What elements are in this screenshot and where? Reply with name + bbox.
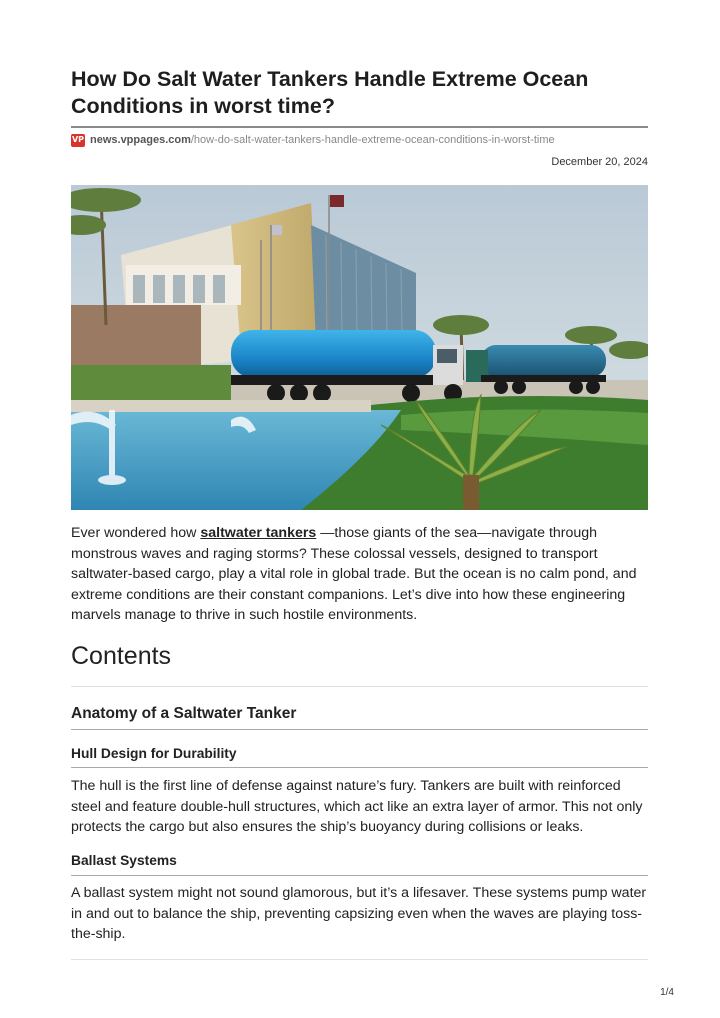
- page-number: 1/4: [660, 987, 674, 998]
- subheading-divider: [71, 875, 648, 876]
- site-logo-icon: VP: [71, 134, 85, 147]
- hull-design-paragraph: The hull is the first line of defense against nature’s fury. Tankers are built with reinforced steel and feature double-hull structures, which act like an extra layer of armor. This not only protects the cargo but also ensures the ship’s buoyancy during collisions or leaks.: [71, 778, 643, 836]
- intro-text-start: Ever wondered how: [71, 525, 201, 541]
- source-line[interactable]: [71, 133, 555, 147]
- footer-divider: [71, 959, 648, 960]
- source-path[interactable]: /how-do-salt-water-tankers-handle-extreme-ocean-conditions-in-worst-time: [190, 134, 555, 146]
- publish-date: December 20, 2024: [551, 156, 648, 168]
- article-title: How Do Salt Water Tankers Handle Extreme Ocean Conditions in worst time?: [71, 67, 589, 118]
- saltwater-tankers-link[interactable]: saltwater tankers: [200, 525, 317, 541]
- contents-divider: [71, 686, 648, 687]
- section-divider: [71, 729, 648, 730]
- title-divider: [71, 126, 648, 128]
- tanker-photo-icon: [71, 185, 648, 510]
- intro-paragraph: [71, 523, 648, 626]
- contents-heading: Contents: [71, 642, 172, 670]
- intro-text-end: —those giants of the sea—navigate through monstrous waves and raging storms? These colossal vessels, designed to transport saltwater-based cargo, play a vital role in global trade. But the ocean is no calm pond, and extreme conditions are their constant companions. Let’s dive into how these engineering marvels manage to thrive in such hostile environments.: [71, 525, 637, 624]
- ballast-paragraph: A ballast system might not sound glamorous, but it’s a lifesaver. These systems pump water in and out to balance the ship, preventing capsizing even when the waves are playing toss-the-ship.: [71, 885, 647, 943]
- subheading-divider: [71, 767, 648, 768]
- section-heading-anatomy: Anatomy of a Saltwater Tanker: [71, 705, 297, 722]
- subheading-hull-design: Hull Design for Durability: [71, 746, 237, 761]
- subheading-ballast-systems: Ballast Systems: [71, 853, 177, 868]
- hero-image: [71, 185, 648, 510]
- source-domain[interactable]: news.vppages.com: [90, 134, 191, 146]
